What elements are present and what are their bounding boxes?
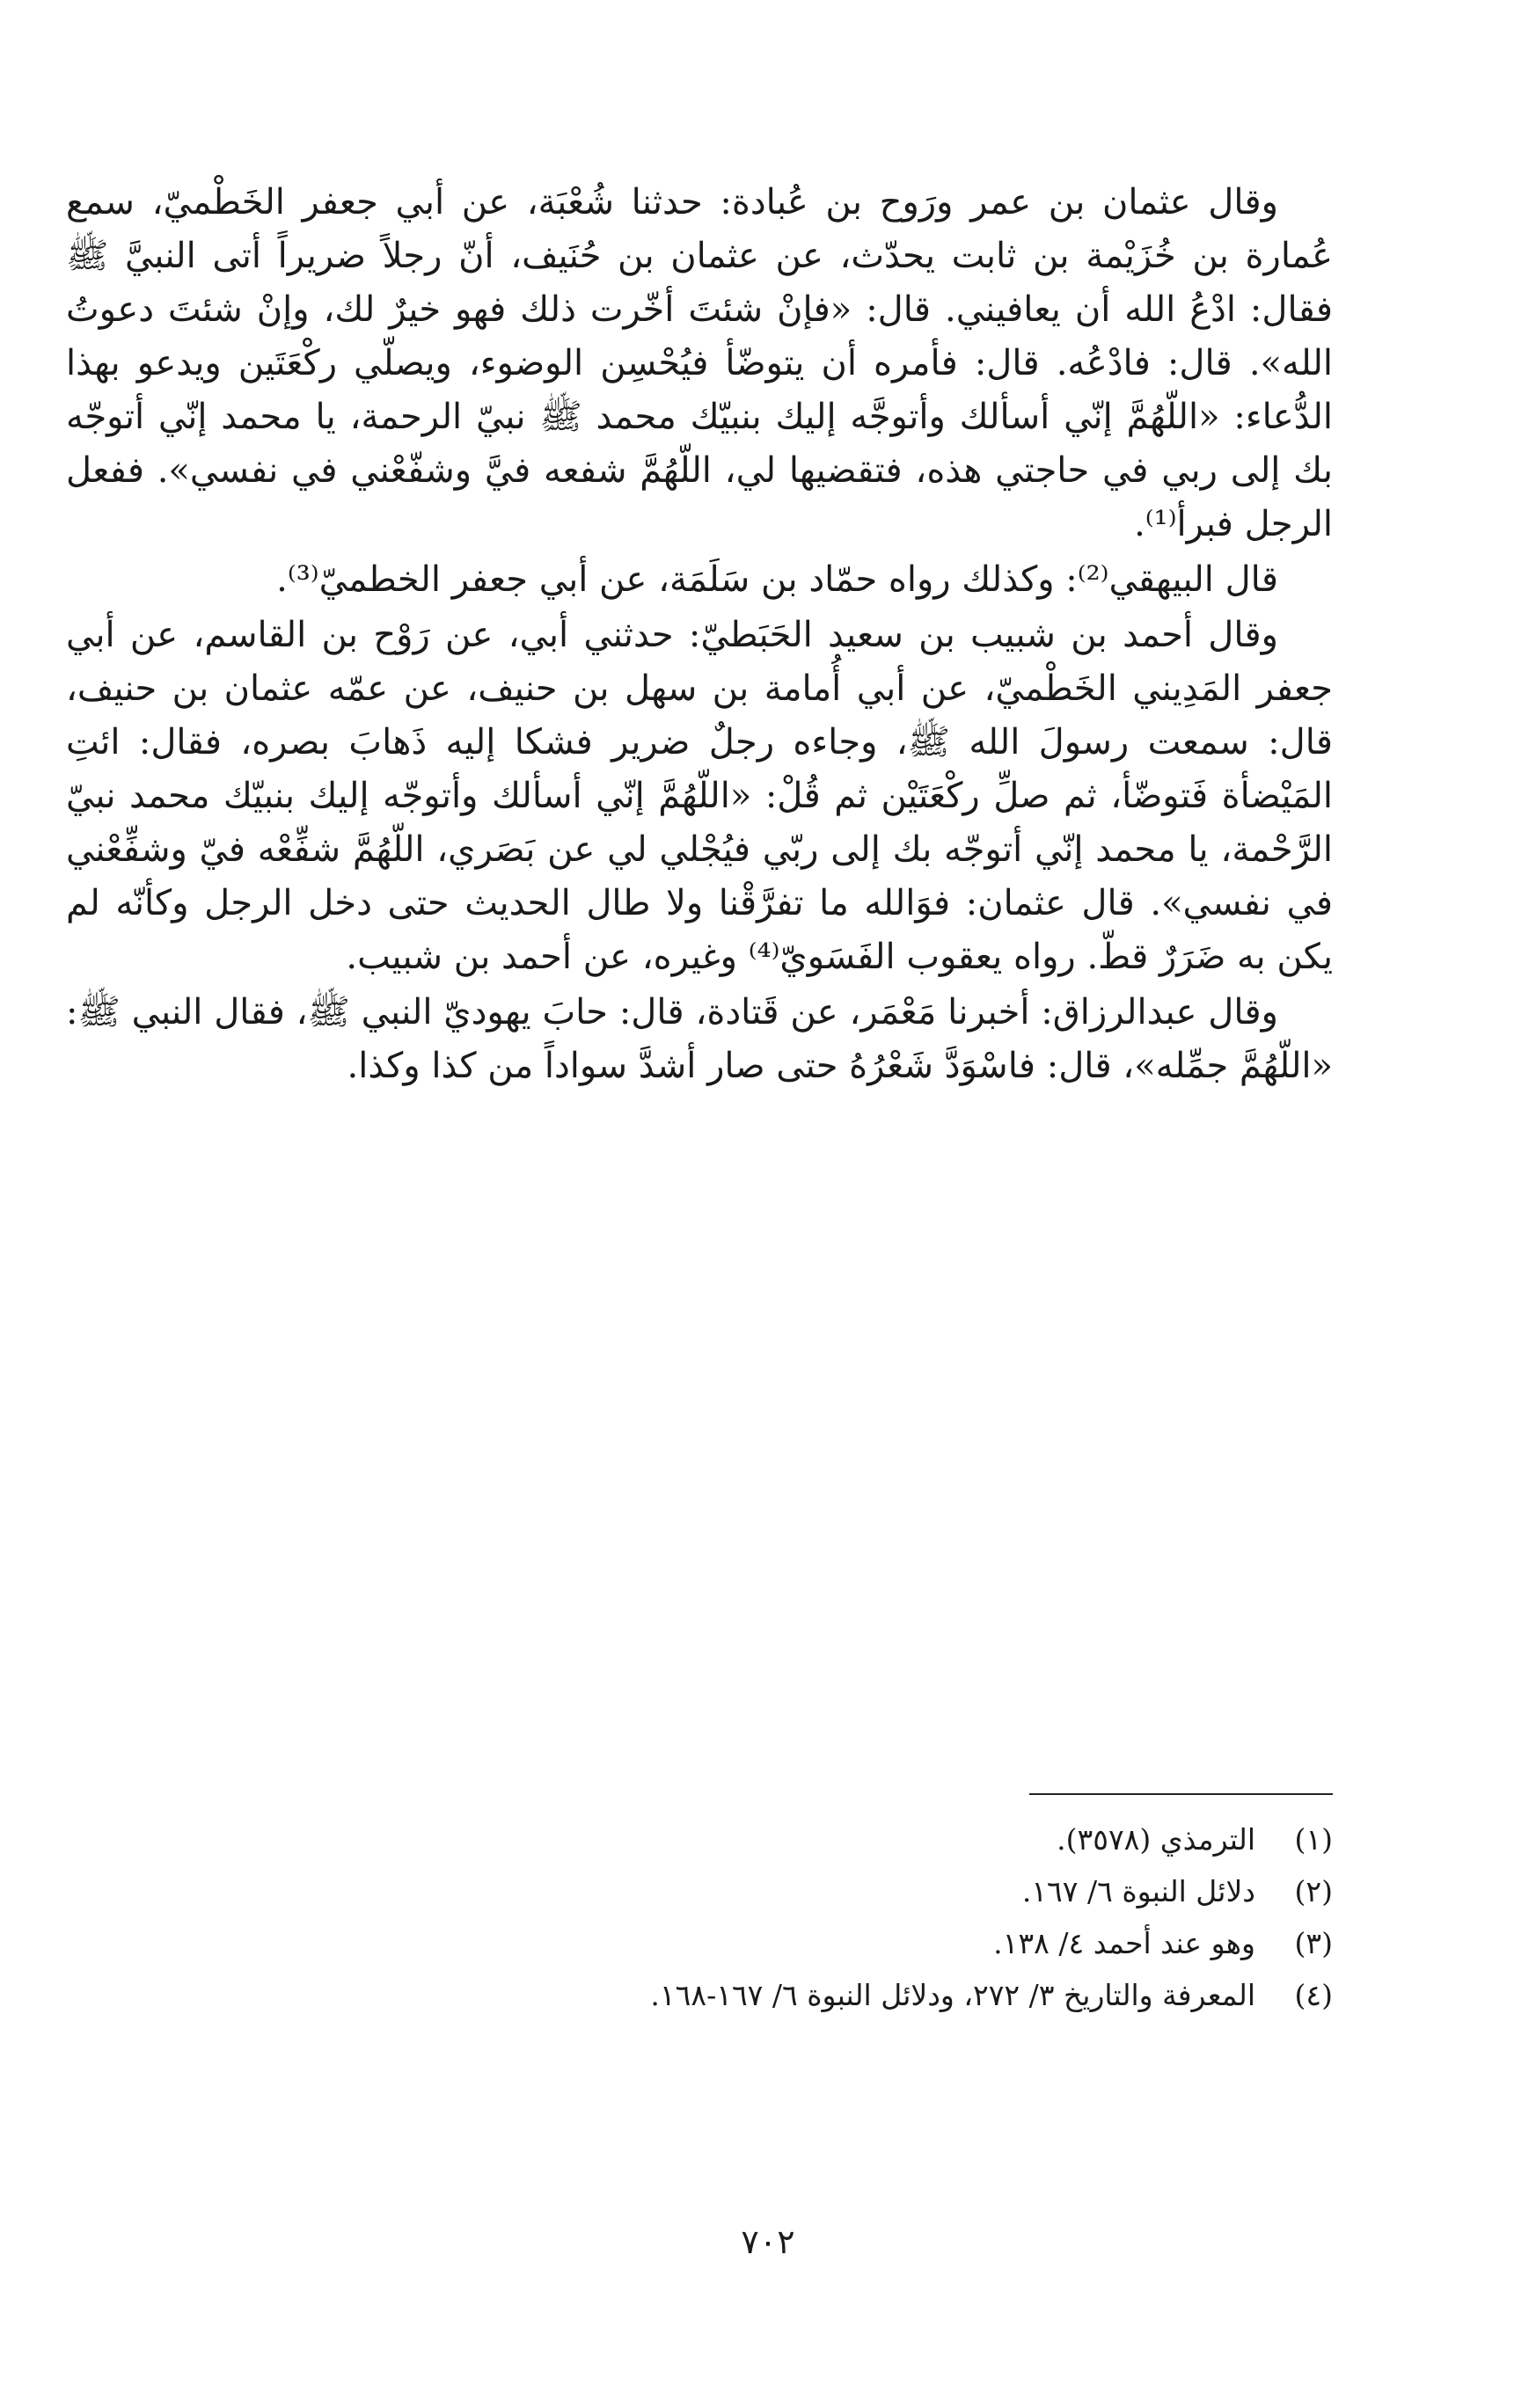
footnote-text: دلائل النبوة ٦/ ١٦٧. xyxy=(1021,1874,1255,1908)
paragraph-uthman-hadith: وقال عثمان بن عمر ورَوح بن عُبادة: حدثنا شُعْبَة، عن أبي جعفر الخَطْميّ، سمع عُمارة بن خُزَيْمة بن ثابت يحدّث، عن عثمان بن حُنَيف، أنّ رجلاً ضريراً أتى النبيَّ ﷺ فقال: ادْعُ الله أن يعافيني. قال: «فإنْ شئتَ أخّرت ذلك فهو خيرٌ لك، وإنْ شئتَ دعوتُ الله». قال: فادْعُه. قال: فأمره أن يتوضّأ فيُحْسِن الوضوء، ويصلّي ركْعَتَين ويدعو بهذا الدُّعاء: «اللّهُمَّ إنّي أسألك وأتوجَّه إليك بنبيّك محمد ﷺ نبيّ الرحمة، يا محمد إنّي أتوجّه بك إلى ربي في حاجتي هذه، فتقضيها لي، اللّهُمَّ شفعه فيَّ وشفّعْني في نفسي». ففعل الرجل فبرأ⁽¹⁾. xyxy=(66,182,1333,544)
footnote-text: المعرفة والتاريخ ٣/ ٢٧٢، ودلائل النبوة ٦/ ١٦٧-١٦٨. xyxy=(650,1978,1255,2012)
footnote-number: (٣) xyxy=(1294,1926,1333,1960)
page-number: ٧٠٢ xyxy=(741,2222,795,2261)
footnote-text: الترمذي (٣٥٧٨). xyxy=(1057,1822,1255,1857)
paragraph-abdulrazzaq: وقال عبدالرزاق: أخبرنا مَعْمَر، عن قَتادة، قال: حابَ يهوديّ النبي ﷺ، فقال النبي ﷺ: «اللّهُمَّ جمِّله»، قال: فاسْوَدَّ شَعْرُهُ حتى صار أشدَّ سواداً من كذا وكذا. xyxy=(66,992,1333,1086)
footnote-number: (٢) xyxy=(1294,1874,1333,1908)
footnote-item xyxy=(176,1865,1333,1917)
footnote-text: وهو عند أحمد ٤/ ١٣٨. xyxy=(993,1926,1255,1960)
paragraph-bayhaqi: قال البيهقي⁽²⁾: وكذلك رواه حمّاد بن سَلَمَة، عن أبي جعفر الخطميّ⁽³⁾. xyxy=(276,559,1278,600)
main-text-block xyxy=(66,176,1333,1093)
footnote-item xyxy=(176,1813,1333,1865)
footnote-number: (٤) xyxy=(1294,1978,1333,2012)
paragraph-ahmad-ibn-shabib: وقال أحمد بن شبيب بن سعيد الحَبَطيّ: حدثني أبي، عن رَوْح بن القاسم، عن أبي جعفر المَدِيني الخَطْميّ، عن أبي أُمامة بن سهل بن حنيف، عن عمّه عثمان بن حنيف، قال: سمعت رسولَ الله ﷺ، وجاءه رجلٌ ضرير فشكا إليه ذَهابَ بصره، فقال: ائتِ المَيْضأة فَتوضّأ، ثم صلِّ ركْعَتَيْن ثم قُلْ: «اللّهُمَّ إنّي أسألك وأتوجّه إليك بنبيّك محمد نبيّ الرَّحْمة، يا محمد إنّي أتوجّه بك إلى ربّي فيُجْلي لي عن بَصَري، اللّهُمَّ شفِّعْه فيّ وشفِّعْني في نفسي». قال عثمان: فوَالله ما تفرَّقْنا ولا طال الحديث حتى دخل الرجل وكأنّه لم يكن به ضَرَرٌ قطّ. رواه يعقوب الفَسَويّ⁽⁴⁾ وغيره، عن أحمد بن شبيب. xyxy=(66,615,1333,977)
footnote-item xyxy=(176,1917,1333,1969)
footnote-number: (١) xyxy=(1294,1822,1333,1857)
footnote-separator xyxy=(1029,1793,1333,1795)
footnotes-list xyxy=(176,1813,1333,2021)
footnote-item xyxy=(176,1969,1333,2021)
